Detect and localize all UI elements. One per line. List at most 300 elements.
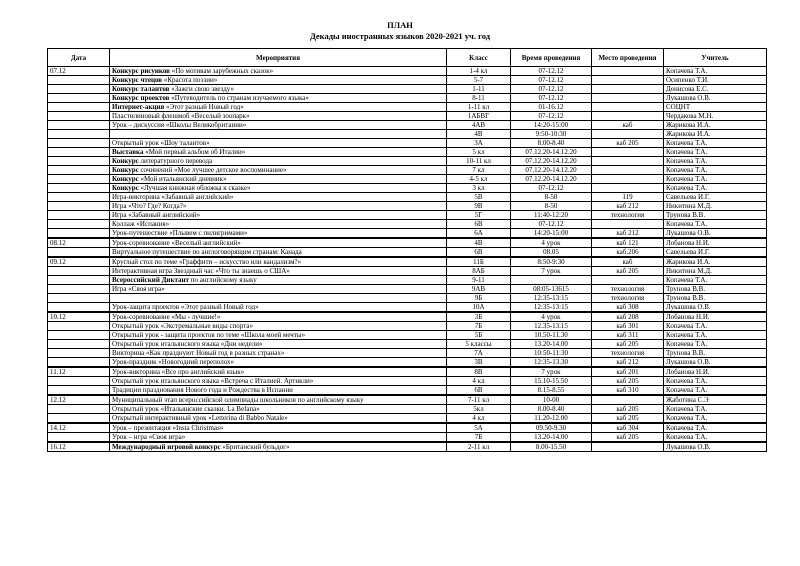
table-row xyxy=(48,340,767,349)
place-cell xyxy=(592,85,664,94)
class-cell: 8АБ xyxy=(447,267,511,276)
table-row xyxy=(48,211,767,220)
event-cell xyxy=(110,76,447,85)
event-text: Коллаж «Испания» xyxy=(112,220,170,228)
teacher-cell: Копачева Т.А. xyxy=(664,157,767,166)
event-bold-label: Конкурс xyxy=(112,184,139,192)
event-text: Урок – дискуссия «Школы Великобритании» xyxy=(112,121,247,129)
class-cell: 5 кл xyxy=(447,148,511,157)
teacher-cell: Лобанова Н.И. xyxy=(664,312,767,322)
time-cell: 10-00 xyxy=(511,395,592,405)
event-text: «Красота поэзии» xyxy=(162,76,218,84)
date-cell: 10.12 xyxy=(48,312,110,322)
event-text: Открытый урок - защита проектов по теме «Школа моей мечты» xyxy=(112,331,306,339)
class-cell: 4АВ xyxy=(447,121,511,130)
event-text: Викторина «Как празднуют Новый год в разных странах» xyxy=(112,349,285,357)
teacher-cell: Копачева Т.А. xyxy=(664,414,767,424)
time-cell: 07-12.12 xyxy=(511,220,592,229)
time-cell: 15.10-15.50 xyxy=(511,377,592,386)
event-text: Открытый интерактивный урок «Letterina di Babbo Natale» xyxy=(112,414,288,422)
date-cell xyxy=(48,294,110,303)
event-bold-label: Конкурс чтецов xyxy=(112,76,163,84)
place-cell: каб 212 xyxy=(592,202,664,211)
class-cell: 8-11 xyxy=(447,94,511,103)
table-row xyxy=(48,423,767,433)
table-header-row xyxy=(48,49,767,67)
teacher-cell: Лукашова О.В. xyxy=(664,229,767,239)
class-cell: 6В xyxy=(447,248,511,258)
table-row xyxy=(48,121,767,130)
place-cell xyxy=(592,130,664,139)
teacher-cell: Копачева Т.А. xyxy=(664,175,767,184)
table-row xyxy=(48,220,767,229)
time-cell: 07-12.12 xyxy=(511,85,592,94)
table-row xyxy=(48,112,767,121)
event-bold-label: Международный игровой конкурс xyxy=(112,443,221,451)
time-cell: 7 урок xyxy=(511,267,592,276)
time-cell: 08.05 xyxy=(511,248,592,258)
time-cell: 07.12.20-14.12.20 xyxy=(511,166,592,175)
table-row xyxy=(48,76,767,85)
class-cell: 4 кл xyxy=(447,377,511,386)
event-text: Урок-викторина «Все про английский язык» xyxy=(112,368,245,376)
teacher-cell: Лукашова О.В. xyxy=(664,358,767,368)
header-date: Дата xyxy=(48,49,110,67)
event-text: Пластилиновый флешмоб «Веселый зоопарк» xyxy=(112,112,250,120)
class-cell: 1-4 кл xyxy=(447,67,511,76)
place-cell: технология xyxy=(592,349,664,358)
class-cell: 6В xyxy=(447,386,511,396)
time-cell: 10:50-11:30 xyxy=(511,349,592,358)
place-cell: каб 205 xyxy=(592,267,664,276)
place-cell: технология xyxy=(592,294,664,303)
date-cell xyxy=(48,202,110,211)
teacher-cell: Трунова В.В. xyxy=(664,211,767,220)
event-cell xyxy=(110,405,447,414)
class-cell: 7Б xyxy=(447,433,511,443)
time-cell: 11.20-12.00 xyxy=(511,414,592,424)
place-cell: каб.206 xyxy=(592,248,664,258)
date-cell xyxy=(48,285,110,294)
event-cell xyxy=(110,193,447,202)
time-cell: 07.12.20-14.12.20 xyxy=(511,148,592,157)
event-bold-label: Конкурс талантов xyxy=(112,85,170,93)
event-text: Открытый урок «Экстремальные виды спорта» xyxy=(112,322,253,330)
event-text: литературного перевода xyxy=(138,157,213,165)
table-row xyxy=(48,276,767,285)
teacher-cell: Трунова В.В. xyxy=(664,349,767,358)
class-cell: 6В xyxy=(447,220,511,229)
date-cell xyxy=(48,433,110,443)
class-cell: 5Б xyxy=(447,331,511,340)
date-cell: 07.12 xyxy=(48,67,110,76)
class-cell: 3Б xyxy=(447,312,511,322)
event-cell xyxy=(110,112,447,121)
date-cell xyxy=(48,175,110,184)
class-cell: 1-11 xyxy=(447,85,511,94)
event-cell xyxy=(110,67,447,76)
time-cell: 8-50 xyxy=(511,202,592,211)
time-cell: 12:35-13:15 xyxy=(511,303,592,313)
event-cell xyxy=(110,166,447,175)
teacher-cell: Копачева Т.А. xyxy=(664,67,767,76)
event-cell xyxy=(110,414,447,424)
event-cell xyxy=(110,433,447,443)
class-cell: 4В xyxy=(447,238,511,248)
place-cell: каб 205 xyxy=(592,405,664,414)
event-cell xyxy=(110,386,447,396)
time-cell: 8-50 xyxy=(511,193,592,202)
event-text: Игра «Своя игра» xyxy=(112,285,165,293)
table-row xyxy=(48,395,767,405)
event-cell xyxy=(110,157,447,166)
time-cell: 9:50-10:30 xyxy=(511,130,592,139)
event-cell xyxy=(110,103,447,112)
time-cell: 07-12.12 xyxy=(511,67,592,76)
place-cell xyxy=(592,157,664,166)
table-row xyxy=(48,367,767,377)
teacher-cell: Лукашова О.В. xyxy=(664,303,767,313)
class-cell: 5-7 xyxy=(447,76,511,85)
table-row xyxy=(48,184,767,193)
place-cell: каб 121 xyxy=(592,238,664,248)
date-cell xyxy=(48,166,110,175)
place-cell xyxy=(592,220,664,229)
event-text: Открытый урок итальянского языка «Дни недели» xyxy=(112,340,263,348)
date-cell xyxy=(48,377,110,386)
event-cell xyxy=(110,267,447,276)
event-text: «Мой первый альбом об Италии» xyxy=(143,148,246,156)
date-cell xyxy=(48,94,110,103)
table-row xyxy=(48,229,767,239)
event-cell xyxy=(110,358,447,368)
event-cell xyxy=(110,377,447,386)
date-cell xyxy=(48,148,110,157)
date-cell: 14.12 xyxy=(48,423,110,433)
place-cell xyxy=(592,175,664,184)
time-cell: 07-12.12 xyxy=(511,184,592,193)
event-text: по английскому языку xyxy=(188,276,257,284)
date-cell xyxy=(48,121,110,130)
teacher-cell: Денисова Е.С. xyxy=(664,85,767,94)
place-cell: технология xyxy=(592,211,664,220)
date-cell xyxy=(48,85,110,94)
teacher-cell: Савельева И.Г. xyxy=(664,248,767,258)
date-cell xyxy=(48,405,110,414)
table-row xyxy=(48,257,767,267)
event-bold-label: Конкурс xyxy=(112,175,139,183)
event-cell xyxy=(110,175,447,184)
date-cell xyxy=(48,76,110,85)
place-cell xyxy=(592,148,664,157)
time-cell: 12:35-13:15 xyxy=(511,294,592,303)
event-text: «Британский бульдог» xyxy=(220,443,290,451)
teacher-cell: Копачева Т.А. xyxy=(664,433,767,443)
place-cell xyxy=(592,76,664,85)
time-cell: 09.50-9.30 xyxy=(511,423,592,433)
time-cell: 11:40-12:20 xyxy=(511,211,592,220)
event-text: Урок-защита проектов «Этот разный Новый год» xyxy=(112,303,259,311)
place-cell: каб 212 xyxy=(592,229,664,239)
event-text: Урок – игра «Своя игра» xyxy=(112,433,186,441)
place-cell xyxy=(592,184,664,193)
date-cell xyxy=(48,193,110,202)
class-cell: 8В xyxy=(447,367,511,377)
table-row xyxy=(48,166,767,175)
teacher-cell: Жарикова И.А. xyxy=(664,121,767,130)
event-cell xyxy=(110,248,447,258)
event-cell xyxy=(110,184,447,193)
teacher-cell: Копачева Т.А. xyxy=(664,331,767,340)
time-cell: 07.12.20-14.12.20 xyxy=(511,175,592,184)
teacher-cell: Лукашова О.В. xyxy=(664,442,767,452)
class-cell: 7-11 кл xyxy=(447,395,511,405)
event-text: Игра «Что? Где? Когда?» xyxy=(112,202,187,210)
table-body xyxy=(48,67,767,452)
time-cell: 12.35-13.15 xyxy=(511,322,592,331)
place-cell: каб 205 xyxy=(592,377,664,386)
event-cell xyxy=(110,202,447,211)
table-row xyxy=(48,442,767,452)
place-cell xyxy=(592,442,664,452)
event-text: Урок-соревнование «Веселый английский» xyxy=(112,239,241,247)
place-cell xyxy=(592,395,664,405)
event-text: сочинений «Мое лучшее детское воспоминание» xyxy=(138,166,287,174)
place-cell xyxy=(592,94,664,103)
event-cell xyxy=(110,331,447,340)
header-class: Класс xyxy=(447,49,511,67)
table-row xyxy=(48,85,767,94)
class-cell: 11Б xyxy=(447,257,511,267)
event-cell xyxy=(110,276,447,285)
teacher-cell: Лобанова Н.И. xyxy=(664,238,767,248)
teacher-cell: Копачева Т.А. xyxy=(664,377,767,386)
time-cell: 8:50-9:30 xyxy=(511,257,592,267)
place-cell xyxy=(592,276,664,285)
date-cell xyxy=(48,112,110,121)
teacher-cell: Копачева Т.А. xyxy=(664,148,767,157)
class-cell: 10А xyxy=(447,303,511,313)
place-cell xyxy=(592,112,664,121)
teacher-cell: Трунова В.В. xyxy=(664,294,767,303)
event-cell xyxy=(110,94,447,103)
teacher-cell: Копачева Т.А. xyxy=(664,322,767,331)
date-cell xyxy=(48,229,110,239)
class-cell: 10-11 кл xyxy=(447,157,511,166)
class-cell: 3В xyxy=(447,358,511,368)
time-cell: 4 урок xyxy=(511,312,592,322)
class-cell: 9АВ xyxy=(447,285,511,294)
date-cell xyxy=(48,211,110,220)
time-cell: 4 урок xyxy=(511,238,592,248)
table-row xyxy=(48,285,767,294)
class-cell: 5кл xyxy=(447,405,511,414)
time-cell: 07-12.12 xyxy=(511,112,592,121)
event-text: «Зажги свою звезду» xyxy=(169,85,234,93)
page-subtitle: Декады иностранных языков 2020-2021 уч. год xyxy=(309,31,491,41)
event-bold-label: Конкурс xyxy=(112,157,139,165)
table-row xyxy=(48,349,767,358)
table-row xyxy=(48,414,767,424)
teacher-cell: Жарикова И.А. xyxy=(664,130,767,139)
class-cell: 6А xyxy=(447,229,511,239)
event-cell xyxy=(110,229,447,239)
class-cell: 4-5 кл xyxy=(447,175,511,184)
date-cell xyxy=(48,220,110,229)
table-row xyxy=(48,148,767,157)
teacher-cell: Копачева Т.А. xyxy=(664,386,767,396)
class-cell: 5А xyxy=(447,423,511,433)
class-cell: 5Г xyxy=(447,211,511,220)
table-row xyxy=(48,175,767,184)
place-cell xyxy=(592,67,664,76)
event-cell xyxy=(110,211,447,220)
date-cell xyxy=(48,157,110,166)
table-row xyxy=(48,238,767,248)
class-cell: 4В xyxy=(447,130,511,139)
table-row xyxy=(48,157,767,166)
event-cell xyxy=(110,285,447,294)
class-cell: 9В xyxy=(447,202,511,211)
place-cell: каб xyxy=(592,121,664,130)
time-cell: 7 урок xyxy=(511,367,592,377)
event-text: Открытый урок итальянского языка «Встреча с Италией. Артикли» xyxy=(112,377,314,385)
event-cell xyxy=(110,340,447,349)
event-text: Урок-путешествие «Плывем с пилигримами» xyxy=(112,229,248,237)
event-text: Круглый стол по теме «Граффити – искусство или вандализм?» xyxy=(112,258,302,266)
table-row xyxy=(48,139,767,148)
table-row xyxy=(48,405,767,414)
table-row xyxy=(48,267,767,276)
date-cell xyxy=(48,276,110,285)
teacher-cell: Лобанова Н.И. xyxy=(664,367,767,377)
event-cell xyxy=(110,257,447,267)
table-row xyxy=(48,331,767,340)
table-row xyxy=(48,303,767,313)
teacher-cell: Савельева И.Г. xyxy=(664,193,767,202)
date-cell xyxy=(48,349,110,358)
place-cell: каб 311 xyxy=(592,331,664,340)
date-cell xyxy=(48,340,110,349)
table-row xyxy=(48,103,767,112)
time-cell: 01-16.12 xyxy=(511,103,592,112)
place-cell: 119 xyxy=(592,193,664,202)
table-row xyxy=(48,193,767,202)
place-cell: каб 205 xyxy=(592,414,664,424)
time-cell: 8.00-15.50 xyxy=(511,442,592,452)
teacher-cell: Трунова В.В. xyxy=(664,285,767,294)
date-cell xyxy=(48,358,110,368)
table-row xyxy=(48,377,767,386)
date-cell xyxy=(48,331,110,340)
header-teacher: Учитель xyxy=(664,49,767,67)
event-text: Открытый урок «Шоу талантов» xyxy=(112,139,210,147)
event-cell xyxy=(110,130,447,139)
header-event: Мероприятия xyxy=(110,49,447,67)
event-text: Открытый урок «Итальянские сказки. La Befana» xyxy=(112,405,260,413)
event-text: «Путеводитель по странам изучаемого языка» xyxy=(169,94,309,102)
date-cell: 11.12 xyxy=(48,367,110,377)
teacher-cell: СОЦНТ xyxy=(664,103,767,112)
class-cell: 1АБВГ xyxy=(447,112,511,121)
teacher-cell: Чердакова М.Н. xyxy=(664,112,767,121)
time-cell: 13.20-14.00 xyxy=(511,433,592,443)
event-cell xyxy=(110,349,447,358)
date-cell: 08.12 xyxy=(48,238,110,248)
date-cell xyxy=(48,414,110,424)
place-cell: каб 205 xyxy=(592,139,664,148)
event-text: Интерактивная игра Звездный час «Что ты знаешь о США» xyxy=(112,267,290,275)
date-cell: 09.12 xyxy=(48,257,110,267)
class-cell: 7 кл xyxy=(447,166,511,175)
date-cell: 12.12 xyxy=(48,395,110,405)
place-cell: каб xyxy=(592,257,664,267)
date-cell xyxy=(48,322,110,331)
class-cell: 3А xyxy=(447,139,511,148)
table-row xyxy=(48,433,767,443)
event-bold-label: Конкурс проектов xyxy=(112,94,170,102)
event-text: Урок-праздник «Новогодний переполох» xyxy=(112,358,235,366)
table-row xyxy=(48,94,767,103)
time-cell: 07.12.20-14.12.20 xyxy=(511,157,592,166)
place-cell: каб 205 xyxy=(592,340,664,349)
event-text: «Этот разный Новый год» xyxy=(164,103,244,111)
event-cell xyxy=(110,312,447,322)
event-cell xyxy=(110,294,447,303)
date-cell xyxy=(48,130,110,139)
class-cell: 7Б xyxy=(447,322,511,331)
event-bold-label: Конкурс xyxy=(112,166,139,174)
event-cell xyxy=(110,121,447,130)
date-cell xyxy=(48,139,110,148)
header-place: Место проведения xyxy=(592,49,664,67)
table-row xyxy=(48,67,767,76)
event-cell xyxy=(110,148,447,157)
table-row xyxy=(48,202,767,211)
place-cell: каб 208 xyxy=(592,312,664,322)
date-cell xyxy=(48,303,110,313)
teacher-cell: Копачева Т.А. xyxy=(664,184,767,193)
teacher-cell: Никитина М.Д. xyxy=(664,267,767,276)
time-cell: 14:20-15:00 xyxy=(511,229,592,239)
teacher-cell: Осипенко Т.И. xyxy=(664,76,767,85)
event-cell xyxy=(110,322,447,331)
time-cell: 8.00-8.40 xyxy=(511,405,592,414)
event-text: «Мой итальянский дневник» xyxy=(138,175,227,183)
event-text: Игра «Забавный английский» xyxy=(112,211,201,219)
teacher-cell: Жарикова И.А. xyxy=(664,257,767,267)
event-text: Муниципальный этап всероссийской олимпиады школьников по английскому языку xyxy=(112,396,364,404)
class-cell: 5В xyxy=(447,193,511,202)
table-row xyxy=(48,294,767,303)
event-bold-label: Конкурс рисунков xyxy=(112,67,170,75)
event-text: Традиции празднования Нового года и Рождества в Испании xyxy=(112,386,293,394)
time-cell: 13.20-14.00 xyxy=(511,340,592,349)
teacher-cell: Лукашова О.В. xyxy=(664,94,767,103)
date-cell xyxy=(48,248,110,258)
time-cell: 07-12.12 xyxy=(511,94,592,103)
date-cell xyxy=(48,267,110,276)
event-cell xyxy=(110,303,447,313)
time-cell xyxy=(511,276,592,285)
time-cell: 14:20-15:00 xyxy=(511,121,592,130)
table-row xyxy=(48,358,767,368)
date-cell xyxy=(48,103,110,112)
teacher-cell: Копачева Т.А. xyxy=(664,423,767,433)
page-title: ПЛАН xyxy=(387,20,413,30)
date-cell xyxy=(48,386,110,396)
time-cell: 07-12.12 xyxy=(511,76,592,85)
